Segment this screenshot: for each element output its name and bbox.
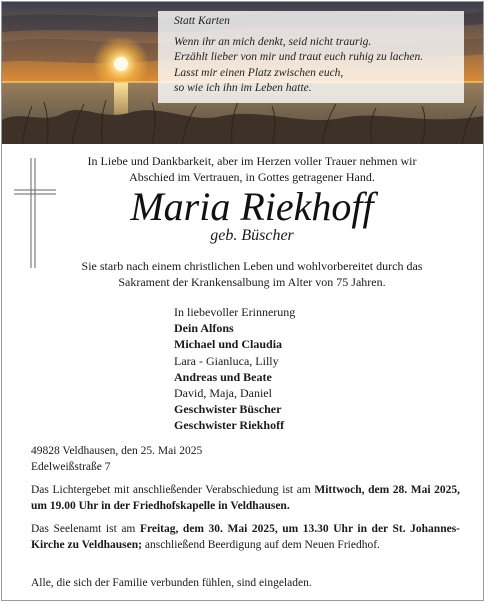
family-entry: Dein Alfons — [174, 321, 234, 336]
intro-line: In Liebe und Dankbarkeit, aber im Herzen voller Trauer nehmen wir — [87, 154, 417, 168]
quote-heading: Statt Karten — [174, 15, 230, 27]
intro-line: Abschied im Vertrauen, in Gottes getragener Hand. — [129, 170, 375, 184]
prayer-service-date: Mittwoch, dem 28. Mai 2025, um 19.00 Uhr in der Friedhofskapelle in Veldhausen. — [31, 484, 460, 512]
family-entry: Lara - Gianluca, Lilly — [174, 353, 279, 368]
obituary-notice — [1, 1, 484, 601]
requiem-text: Das Seelenamt ist am — [31, 523, 140, 535]
quote-line: Lasst mir einen Platz zwischen euch, — [174, 66, 344, 79]
family-entry: Andreas und Beate — [174, 369, 272, 384]
prayer-service-text: Das Lichtergebet mit anschließender Verabschiedung ist am — [31, 484, 315, 496]
address-block — [31, 443, 461, 475]
family-entry: Geschwister Büscher — [174, 402, 282, 417]
invitation-text: Alle, die sich der Familie verbunden fühlen, sind eingeladen. — [31, 577, 312, 589]
quote-line: Wenn ihr an mich denkt, seid nicht traurig. — [174, 36, 372, 49]
family-entry: David, Maja, Daniel — [174, 386, 272, 401]
death-notice-text — [32, 258, 472, 290]
sunset-photo — [2, 2, 484, 144]
death-notice-line: Sakrament der Krankensalbung im Alter von 75 Jahren. — [118, 275, 386, 289]
quote-line: Erzählt lieber von mir und traut euch ruhig zu lachen. — [174, 51, 424, 64]
intro-text — [42, 153, 462, 185]
family-list — [174, 304, 434, 434]
requiem-info — [31, 522, 460, 553]
death-notice-line: Sie starb nach einem christlichen Leben und wohlvorbereitet durch das — [81, 259, 423, 273]
deceased-name: Maria Riekhoff — [130, 184, 374, 229]
prayer-service-info — [31, 483, 460, 514]
street-address: Edelweißstraße 7 — [31, 461, 111, 473]
quote-line: so wie ich ihn im Leben hatte. — [174, 81, 312, 94]
place-date: 49828 Veldhausen, den 25. Mai 2025 — [31, 445, 203, 457]
family-entry: In liebevoller Erinnerung — [174, 305, 296, 319]
family-entry: Michael und Claudia — [174, 337, 283, 352]
maiden-name: geb. Büscher — [210, 227, 294, 244]
family-entry: Geschwister Riekhoff — [174, 418, 285, 433]
burial-text: anschließend Beerdigung auf dem Neuen Friedhof. — [141, 538, 380, 551]
quote-box — [158, 11, 464, 103]
requiem-date: Freitag, dem 30. Mai 2025, um 13.30 Uhr in der St. Johannes-Kirche zu Veldhausen; — [31, 523, 461, 551]
